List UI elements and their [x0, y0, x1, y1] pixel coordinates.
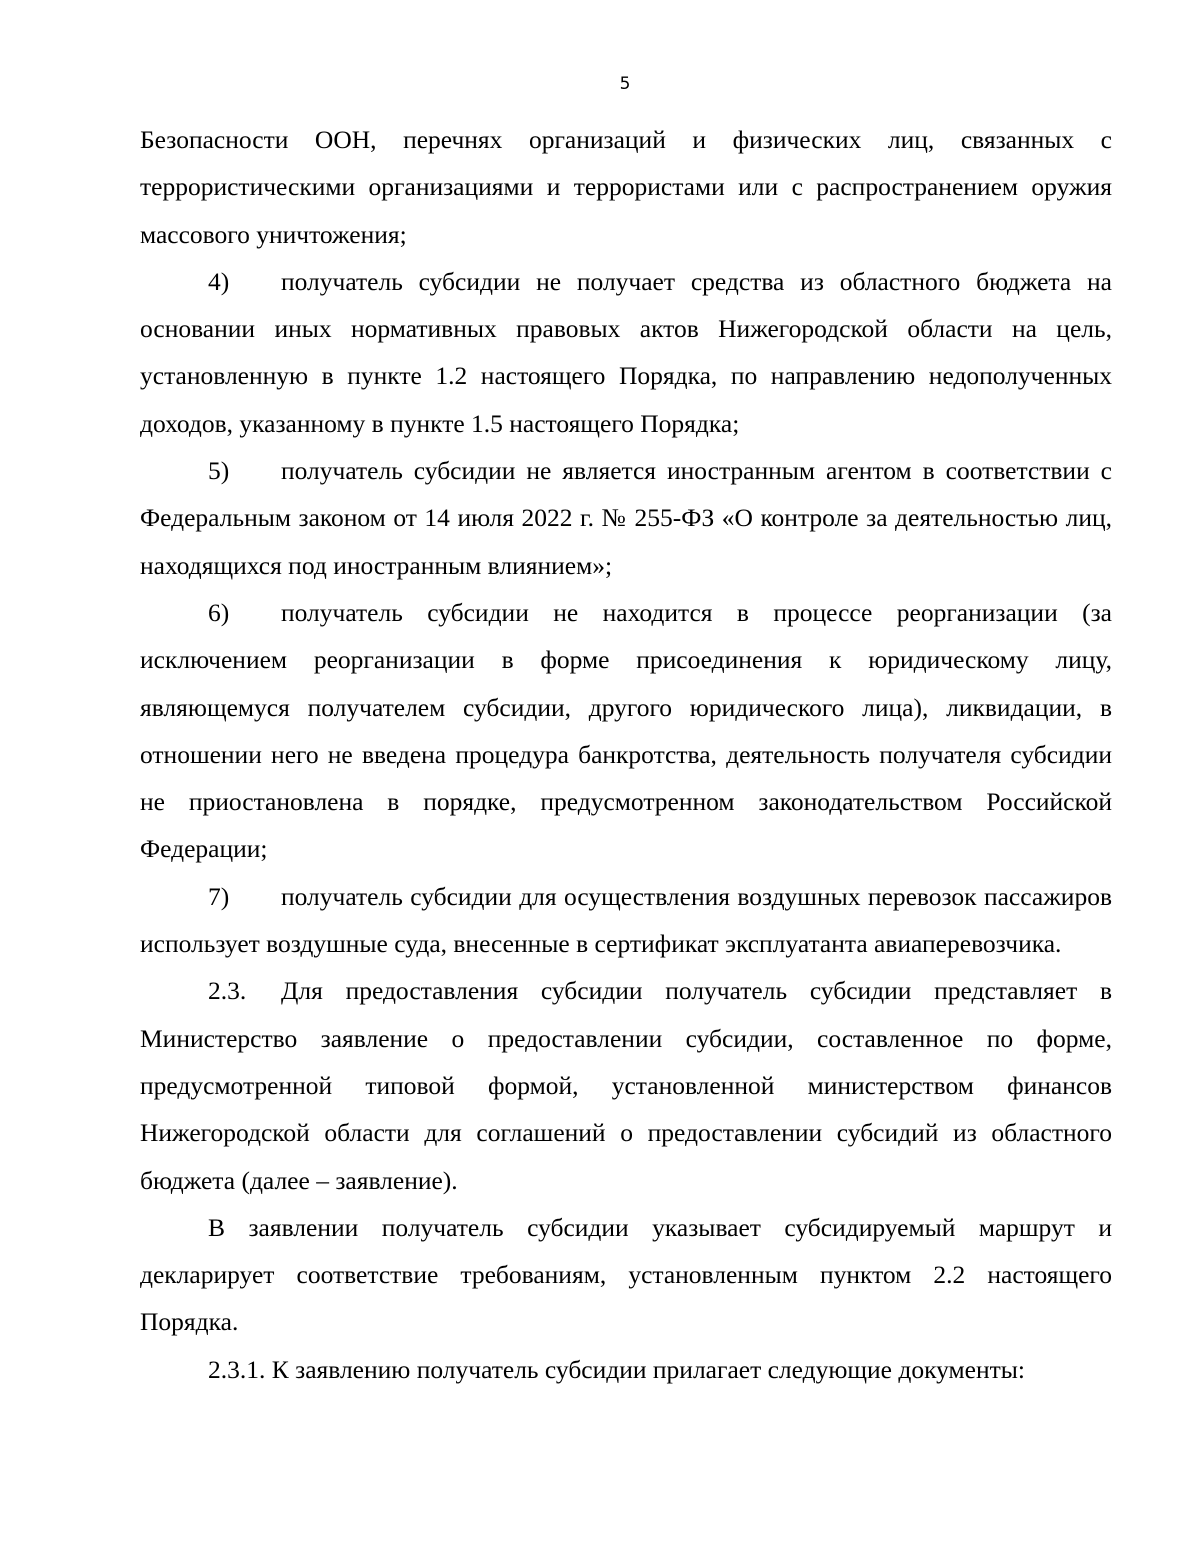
document-body: [140, 116, 1112, 1393]
paragraph-continuation: [140, 116, 1112, 258]
list-item-number: 7): [208, 881, 230, 911]
paragraph-text: 2.3.1. К заявлению получатель субсидии прилагает следующие документы:: [208, 1354, 1026, 1384]
list-item-6: [140, 589, 1112, 873]
list-item-7: [140, 873, 1112, 968]
paragraph-text: получатель субсидии не является иностранным агентом в соответствии с Федеральным законом от 14 июля 2022 г. № 255-ФЗ «О контроле за деятельностью лиц, находящихся под иностранным влиянием»;: [140, 456, 1112, 580]
paragraph-text: В заявлении получатель субсидии указывает субсидируемый маршрут и декларирует соответствие требованиям, установленным пунктом 2.2 настоящего Порядка.: [140, 1212, 1112, 1337]
section-2-3-1: [140, 1346, 1112, 1393]
page-number: 5: [619, 74, 631, 94]
paragraph-application-content: [140, 1204, 1112, 1346]
list-item-number: 4): [208, 266, 230, 296]
paragraph-text: получатель субсидии не получает средства из областного бюджета на основании иных нормативных правовых актов Нижегородской области на цель, установленную в пункте 1.2 настоящего Порядка, по направлению недополученных доходов, указанному в пункте 1.5 настоящего Порядка;: [140, 266, 1112, 438]
paragraph-text: Безопасности ООН, перечнях организаций и физических лиц, связанных с террористическими организациями и террористами или с распространением оружия массового уничтожения;: [140, 125, 1112, 249]
list-item-5: [140, 447, 1112, 589]
section-number: 2.3.: [208, 976, 247, 1006]
paragraph-text: получатель субсидии не находится в процессе реорганизации (за исключением реорганизации в форме присоединения к юридическому лицу, являющемуся получателем субсидии, другого юридического лица), ликвидации, в отношении него не введена процедура банкротства, деятельность получателя субсидии не приостановлена в порядке, предусмотренном законодательством Российской Федерации;: [140, 597, 1112, 864]
paragraph-text: получатель субсидии для осуществления воздушных перевозок пассажиров использует воздушные суда, внесенные в сертификат эксплуатанта авиаперевозчика.: [140, 881, 1112, 959]
section-2-3: [140, 967, 1112, 1203]
list-item-number: 6): [208, 597, 230, 627]
list-item-4: [140, 258, 1112, 447]
list-item-number: 5): [208, 456, 230, 486]
paragraph-text: Для предоставления субсидии получатель субсидии представляет в Министерство заявление о предоставлении субсидии, составленное по форме, предусмотренной типовой формой, установленной министерством финансов Нижегородской области для соглашений о предоставлении субсидий из областного бюджета (далее – заявление).: [140, 976, 1112, 1195]
